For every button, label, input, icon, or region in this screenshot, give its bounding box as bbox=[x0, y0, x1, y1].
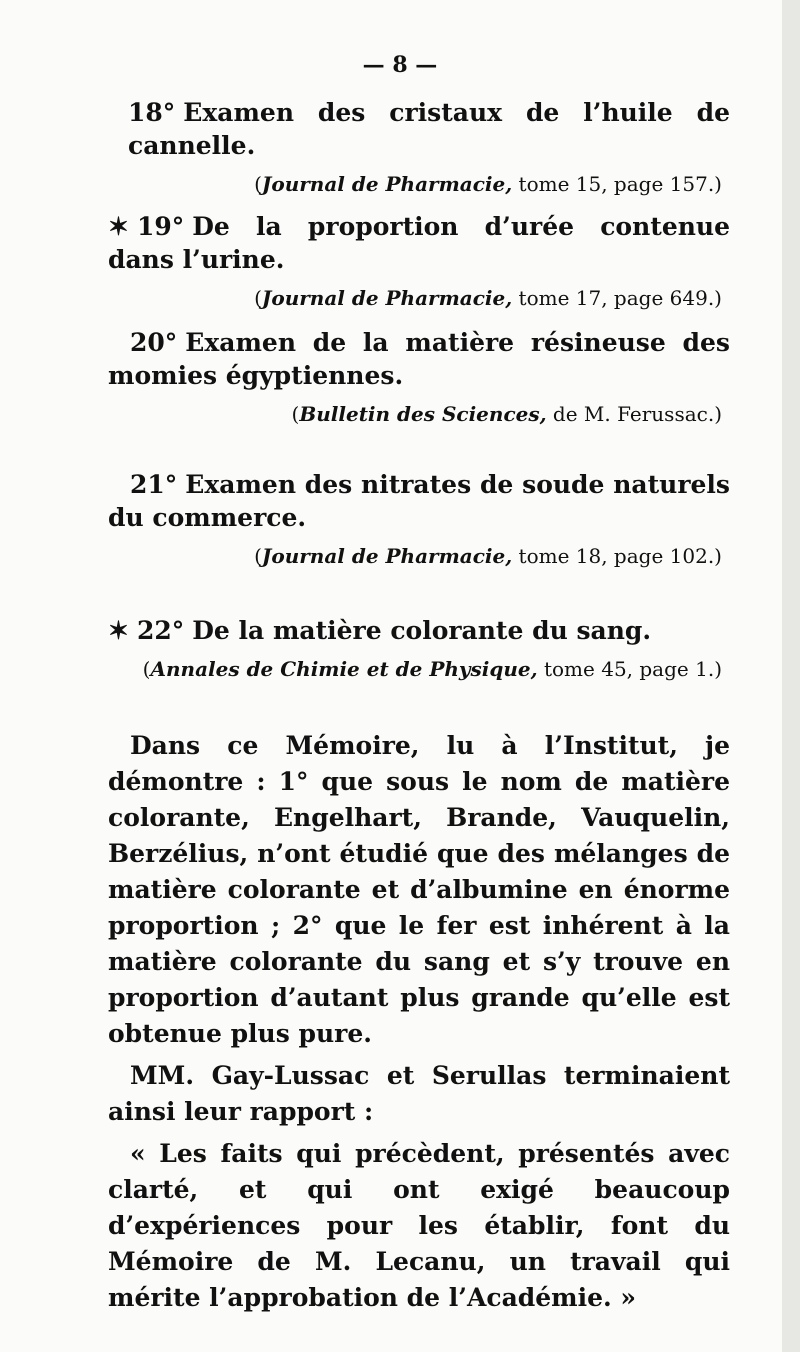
entry-title-text: De la proportion d’urée contenue dans l’urine. bbox=[108, 212, 730, 274]
entry-number: 22° bbox=[136, 616, 185, 645]
asterisk-mark-icon: ✶ bbox=[108, 616, 129, 645]
entry-number: 20° bbox=[130, 328, 178, 357]
ref-publication: Journal de Pharmacie, bbox=[261, 286, 513, 310]
ref-details: tome 15, page 157.) bbox=[512, 172, 722, 196]
ref-open: ( bbox=[142, 657, 151, 681]
ref-details: tome 17, page 649.) bbox=[512, 286, 722, 310]
entry-number: 21° bbox=[130, 470, 178, 499]
entry-title-text: Examen des nitrates de soude naturels du commerce. bbox=[108, 470, 730, 532]
entry-21 bbox=[108, 468, 730, 570]
paragraph: Dans ce Mémoire, lu à l’Institut, je démontre : 1° que sous le nom de matière colorante, Engelhart, Brande, Vauquelin, Berzélius, n’ont étudié que des mélanges de matière colorante et d’albumine en énorme proportion ; 2° que le fer est inhérent à la matière colorante du sang et s’y trouve en proportion d’autant plus grande qu’elle est obtenue plus pure. bbox=[108, 731, 730, 1048]
ref-publication: Annales de Chimie et de Physique, bbox=[150, 657, 538, 681]
ref-details: tome 18, page 102.) bbox=[512, 544, 722, 568]
entry-title bbox=[108, 468, 730, 534]
ref-open: ( bbox=[254, 544, 262, 568]
entry-title bbox=[128, 96, 730, 162]
entry-reference bbox=[128, 170, 730, 198]
ref-publication: Journal de Pharmacie, bbox=[261, 172, 513, 196]
entry-reference bbox=[108, 542, 730, 570]
ref-publication: Journal de Pharmacie, bbox=[261, 544, 513, 568]
entry-title-text: Examen des cristaux de l’huile de cannelle. bbox=[128, 98, 730, 160]
entry-18 bbox=[128, 96, 730, 198]
ref-publication: Bulletin des Sciences, bbox=[299, 402, 547, 426]
page-number: — 8 — bbox=[362, 52, 438, 78]
ref-open: ( bbox=[254, 172, 262, 196]
entry-title-text: Examen de la matière résineuse des momies égyptiennes. bbox=[108, 328, 730, 390]
entry-title bbox=[108, 210, 730, 276]
paragraph: « Les faits qui précèdent, présentés avec clarté, et qui ont exigé beaucoup d’expériences pour les établir, font du Mémoire de M. Lecanu, un travail qui mérite l’approbation de l’Académie. » bbox=[108, 1139, 730, 1312]
entry-reference bbox=[128, 655, 730, 683]
ref-open: ( bbox=[254, 286, 262, 310]
asterisk-mark-icon: ✶ bbox=[108, 212, 129, 241]
ref-details: de M. Ferussac.) bbox=[546, 402, 722, 426]
entry-reference bbox=[128, 284, 730, 312]
entry-number: 18° bbox=[128, 98, 176, 127]
body-text bbox=[108, 728, 730, 1316]
paragraph: MM. Gay-Lussac et Serullas terminaient ainsi leur rapport : bbox=[108, 1061, 730, 1126]
entry-reference bbox=[108, 400, 730, 428]
ref-open: ( bbox=[291, 402, 300, 426]
ref-details: tome 45, page 1.) bbox=[537, 657, 722, 681]
entry-title bbox=[108, 614, 730, 647]
entry-title bbox=[108, 326, 730, 392]
entry-number: 19° bbox=[136, 212, 185, 241]
entry-19 bbox=[108, 210, 730, 312]
entry-title-text: De la matière colorante du sang. bbox=[192, 616, 652, 645]
entry-20 bbox=[108, 326, 730, 428]
entry-22 bbox=[108, 614, 730, 683]
